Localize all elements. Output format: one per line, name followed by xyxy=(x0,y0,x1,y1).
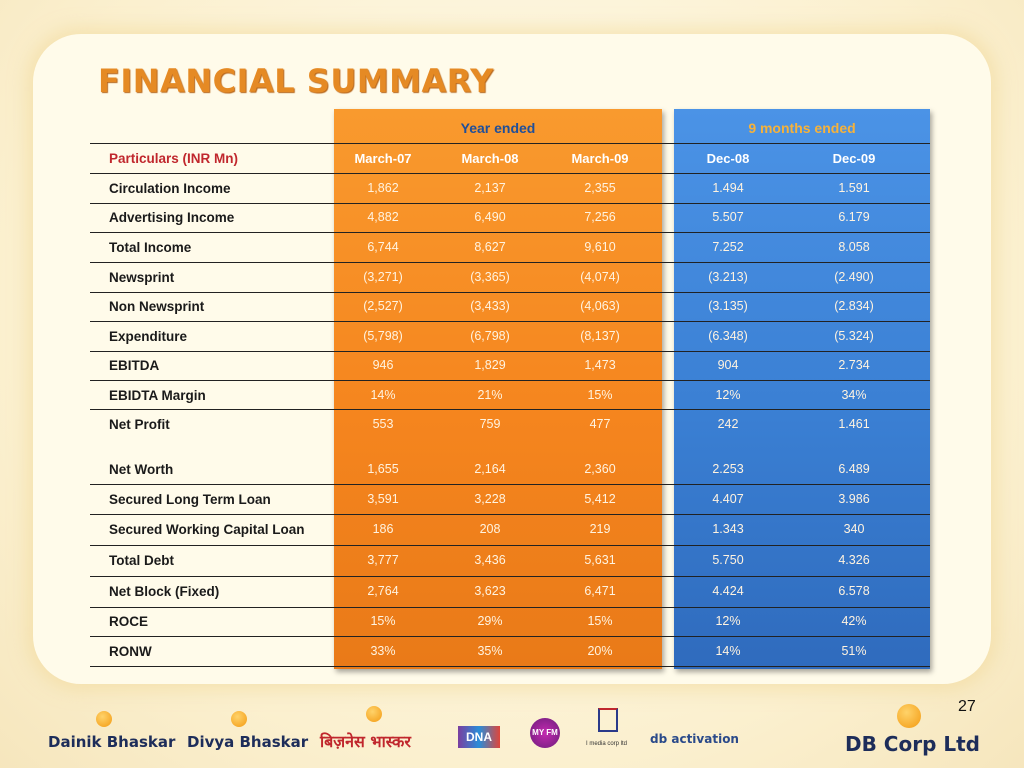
table-row xyxy=(0,233,1024,262)
table-cell: (3.213) xyxy=(708,270,748,284)
table-cell: (4,063) xyxy=(580,299,620,313)
table-cell: 3,228 xyxy=(474,492,506,506)
group-header-nine-months: 9 months ended xyxy=(748,120,856,136)
table-cell: 340 xyxy=(843,522,865,536)
row-label: RONW xyxy=(109,644,152,659)
row-label: Expenditure xyxy=(109,329,188,344)
table-row xyxy=(0,410,1024,439)
table-cell: 2,764 xyxy=(367,584,399,598)
row-label: EBITDA xyxy=(109,358,160,373)
table-row xyxy=(0,546,1024,575)
table-cell: 946 xyxy=(372,358,394,372)
table-cell: 3,777 xyxy=(367,553,399,567)
table-row xyxy=(0,577,1024,606)
logo-divya-bhaskar: Divya Bhaskar xyxy=(187,733,308,752)
column-header: Dec-09 xyxy=(832,151,876,166)
row-label: Net Block (Fixed) xyxy=(109,584,220,599)
table-cell: 14% xyxy=(715,644,741,658)
table-cell: (3.135) xyxy=(708,299,748,313)
table-cell: 7,256 xyxy=(584,210,616,224)
table-cell: 12% xyxy=(715,614,741,628)
logo-db-activation: db activation xyxy=(650,732,739,746)
table-cell: 219 xyxy=(589,522,611,536)
table-cell: (5,798) xyxy=(363,329,403,343)
table-cell: (2.490) xyxy=(834,270,874,284)
table-cell: 5,631 xyxy=(584,553,616,567)
header-particulars: Particulars (INR Mn) xyxy=(109,151,239,166)
table-row xyxy=(0,203,1024,232)
table-row xyxy=(0,637,1024,666)
table-cell: 6.489 xyxy=(838,462,870,476)
table-cell: 12% xyxy=(715,388,741,402)
table-cell: 2,360 xyxy=(584,462,616,476)
table-cell: 4.407 xyxy=(712,492,744,506)
group-header-year-ended: Year ended xyxy=(460,120,536,136)
row-label: Circulation Income xyxy=(109,181,231,196)
column-header: March-08 xyxy=(461,151,519,166)
table-row xyxy=(0,485,1024,514)
table-cell: 2,137 xyxy=(474,181,506,195)
row-label: ROCE xyxy=(109,614,149,629)
table-cell: 14% xyxy=(370,388,396,402)
column-header: March-07 xyxy=(354,151,412,166)
table-cell: 1.343 xyxy=(712,522,744,536)
column-header: March-09 xyxy=(571,151,629,166)
table-cell: 20% xyxy=(587,644,613,658)
table-cell: 553 xyxy=(372,417,394,431)
table-cell: (3,365) xyxy=(470,270,510,284)
row-label: EBIDTA Margin xyxy=(109,388,206,403)
table-cell: 186 xyxy=(372,522,394,536)
table-cell: (5.324) xyxy=(834,329,874,343)
sun-icon xyxy=(897,704,921,728)
table-cell: 6.578 xyxy=(838,584,870,598)
table-cell: 4.424 xyxy=(712,584,744,598)
row-label: Net Profit xyxy=(109,417,170,432)
table-cell: 1,655 xyxy=(367,462,399,476)
table-cell: 2,164 xyxy=(474,462,506,476)
table-cell: (6.348) xyxy=(708,329,748,343)
table-cell: 2,355 xyxy=(584,181,616,195)
footer-logos xyxy=(0,690,1024,768)
table-cell: 1,473 xyxy=(584,358,616,372)
table-divider xyxy=(90,666,930,667)
table-cell: 1.461 xyxy=(838,417,870,431)
table-cell: 2.734 xyxy=(838,358,870,372)
table-cell: 2.253 xyxy=(712,462,744,476)
row-label: Total Debt xyxy=(109,553,174,568)
table-cell: (2.834) xyxy=(834,299,874,313)
table-row xyxy=(0,381,1024,410)
page-number: 27 xyxy=(958,698,976,715)
table-cell: 1,862 xyxy=(367,181,399,195)
table-cell: 7.252 xyxy=(712,240,744,254)
table-cell: 6.179 xyxy=(838,210,870,224)
row-label: Total Income xyxy=(109,240,192,255)
table-cell: (8,137) xyxy=(580,329,620,343)
table-row xyxy=(0,515,1024,544)
table-cell: 6,744 xyxy=(367,240,399,254)
table-row xyxy=(0,292,1024,321)
table-cell: 42% xyxy=(841,614,867,628)
logo-dainik-bhaskar: Dainik Bhaskar xyxy=(48,733,175,752)
table-cell: 5.750 xyxy=(712,553,744,567)
table-cell: 15% xyxy=(370,614,396,628)
table-cell: 34% xyxy=(841,388,867,402)
logo-dna: DNA xyxy=(458,726,500,748)
sun-icon xyxy=(96,711,112,727)
table-cell: 208 xyxy=(479,522,501,536)
table-cell: 904 xyxy=(717,358,739,372)
table-cell: (3,433) xyxy=(470,299,510,313)
logo-i-media-corp: I media corp ltd xyxy=(586,708,627,750)
table-cell: 759 xyxy=(479,417,501,431)
table-row xyxy=(0,455,1024,484)
table-cell: 1.494 xyxy=(712,181,744,195)
page-title: FINANCIAL SUMMARY xyxy=(98,62,494,100)
table-cell: (2,527) xyxy=(363,299,403,313)
table-cell: 5.507 xyxy=(712,210,744,224)
table-cell: 6,490 xyxy=(474,210,506,224)
table-cell: (4,074) xyxy=(580,270,620,284)
logo-db-corp: DB Corp Ltd xyxy=(845,732,980,756)
row-label: Advertising Income xyxy=(109,210,235,225)
table-row xyxy=(0,322,1024,351)
table-cell: 3.986 xyxy=(838,492,870,506)
table-cell: 9,610 xyxy=(584,240,616,254)
table-row xyxy=(0,174,1024,203)
table-cell: (6,798) xyxy=(470,329,510,343)
table-cell: 15% xyxy=(587,388,613,402)
table-cell: 8.058 xyxy=(838,240,870,254)
sun-icon xyxy=(231,711,247,727)
row-label: Newsprint xyxy=(109,270,175,285)
table-cell: (3,271) xyxy=(363,270,403,284)
table-cell: 51% xyxy=(841,644,867,658)
table-cell: 1,829 xyxy=(474,358,506,372)
table-cell: 477 xyxy=(589,417,611,431)
table-cell: 3,591 xyxy=(367,492,399,506)
table-header-row xyxy=(0,144,1024,173)
table-cell: 15% xyxy=(587,614,613,628)
table-cell: 1.591 xyxy=(838,181,870,195)
table-row xyxy=(0,263,1024,292)
table-cell: 4,882 xyxy=(367,210,399,224)
table-cell: 242 xyxy=(717,417,739,431)
table-row xyxy=(0,607,1024,636)
logo-my-fm: MY FM xyxy=(530,718,560,748)
column-header: Dec-08 xyxy=(706,151,750,166)
table-row xyxy=(0,351,1024,380)
logo-business-bhaskar: बिज़नेस भास्कर xyxy=(320,730,411,752)
table-cell: 6,471 xyxy=(584,584,616,598)
row-label: Secured Long Term Loan xyxy=(109,492,271,507)
row-label: Net Worth xyxy=(109,462,174,477)
table-cell: 3,436 xyxy=(474,553,506,567)
table-cell: 35% xyxy=(477,644,503,658)
table-cell: 4.326 xyxy=(838,553,870,567)
sun-icon xyxy=(366,706,382,722)
row-label: Non Newsprint xyxy=(109,299,205,314)
table-cell: 21% xyxy=(477,388,503,402)
table-cell: 29% xyxy=(477,614,503,628)
table-cell: 3,623 xyxy=(474,584,506,598)
table-cell: 33% xyxy=(370,644,396,658)
table-cell: 8,627 xyxy=(474,240,506,254)
i-media-icon xyxy=(598,708,618,732)
table-cell: 5,412 xyxy=(584,492,616,506)
row-label: Secured Working Capital Loan xyxy=(109,522,305,537)
